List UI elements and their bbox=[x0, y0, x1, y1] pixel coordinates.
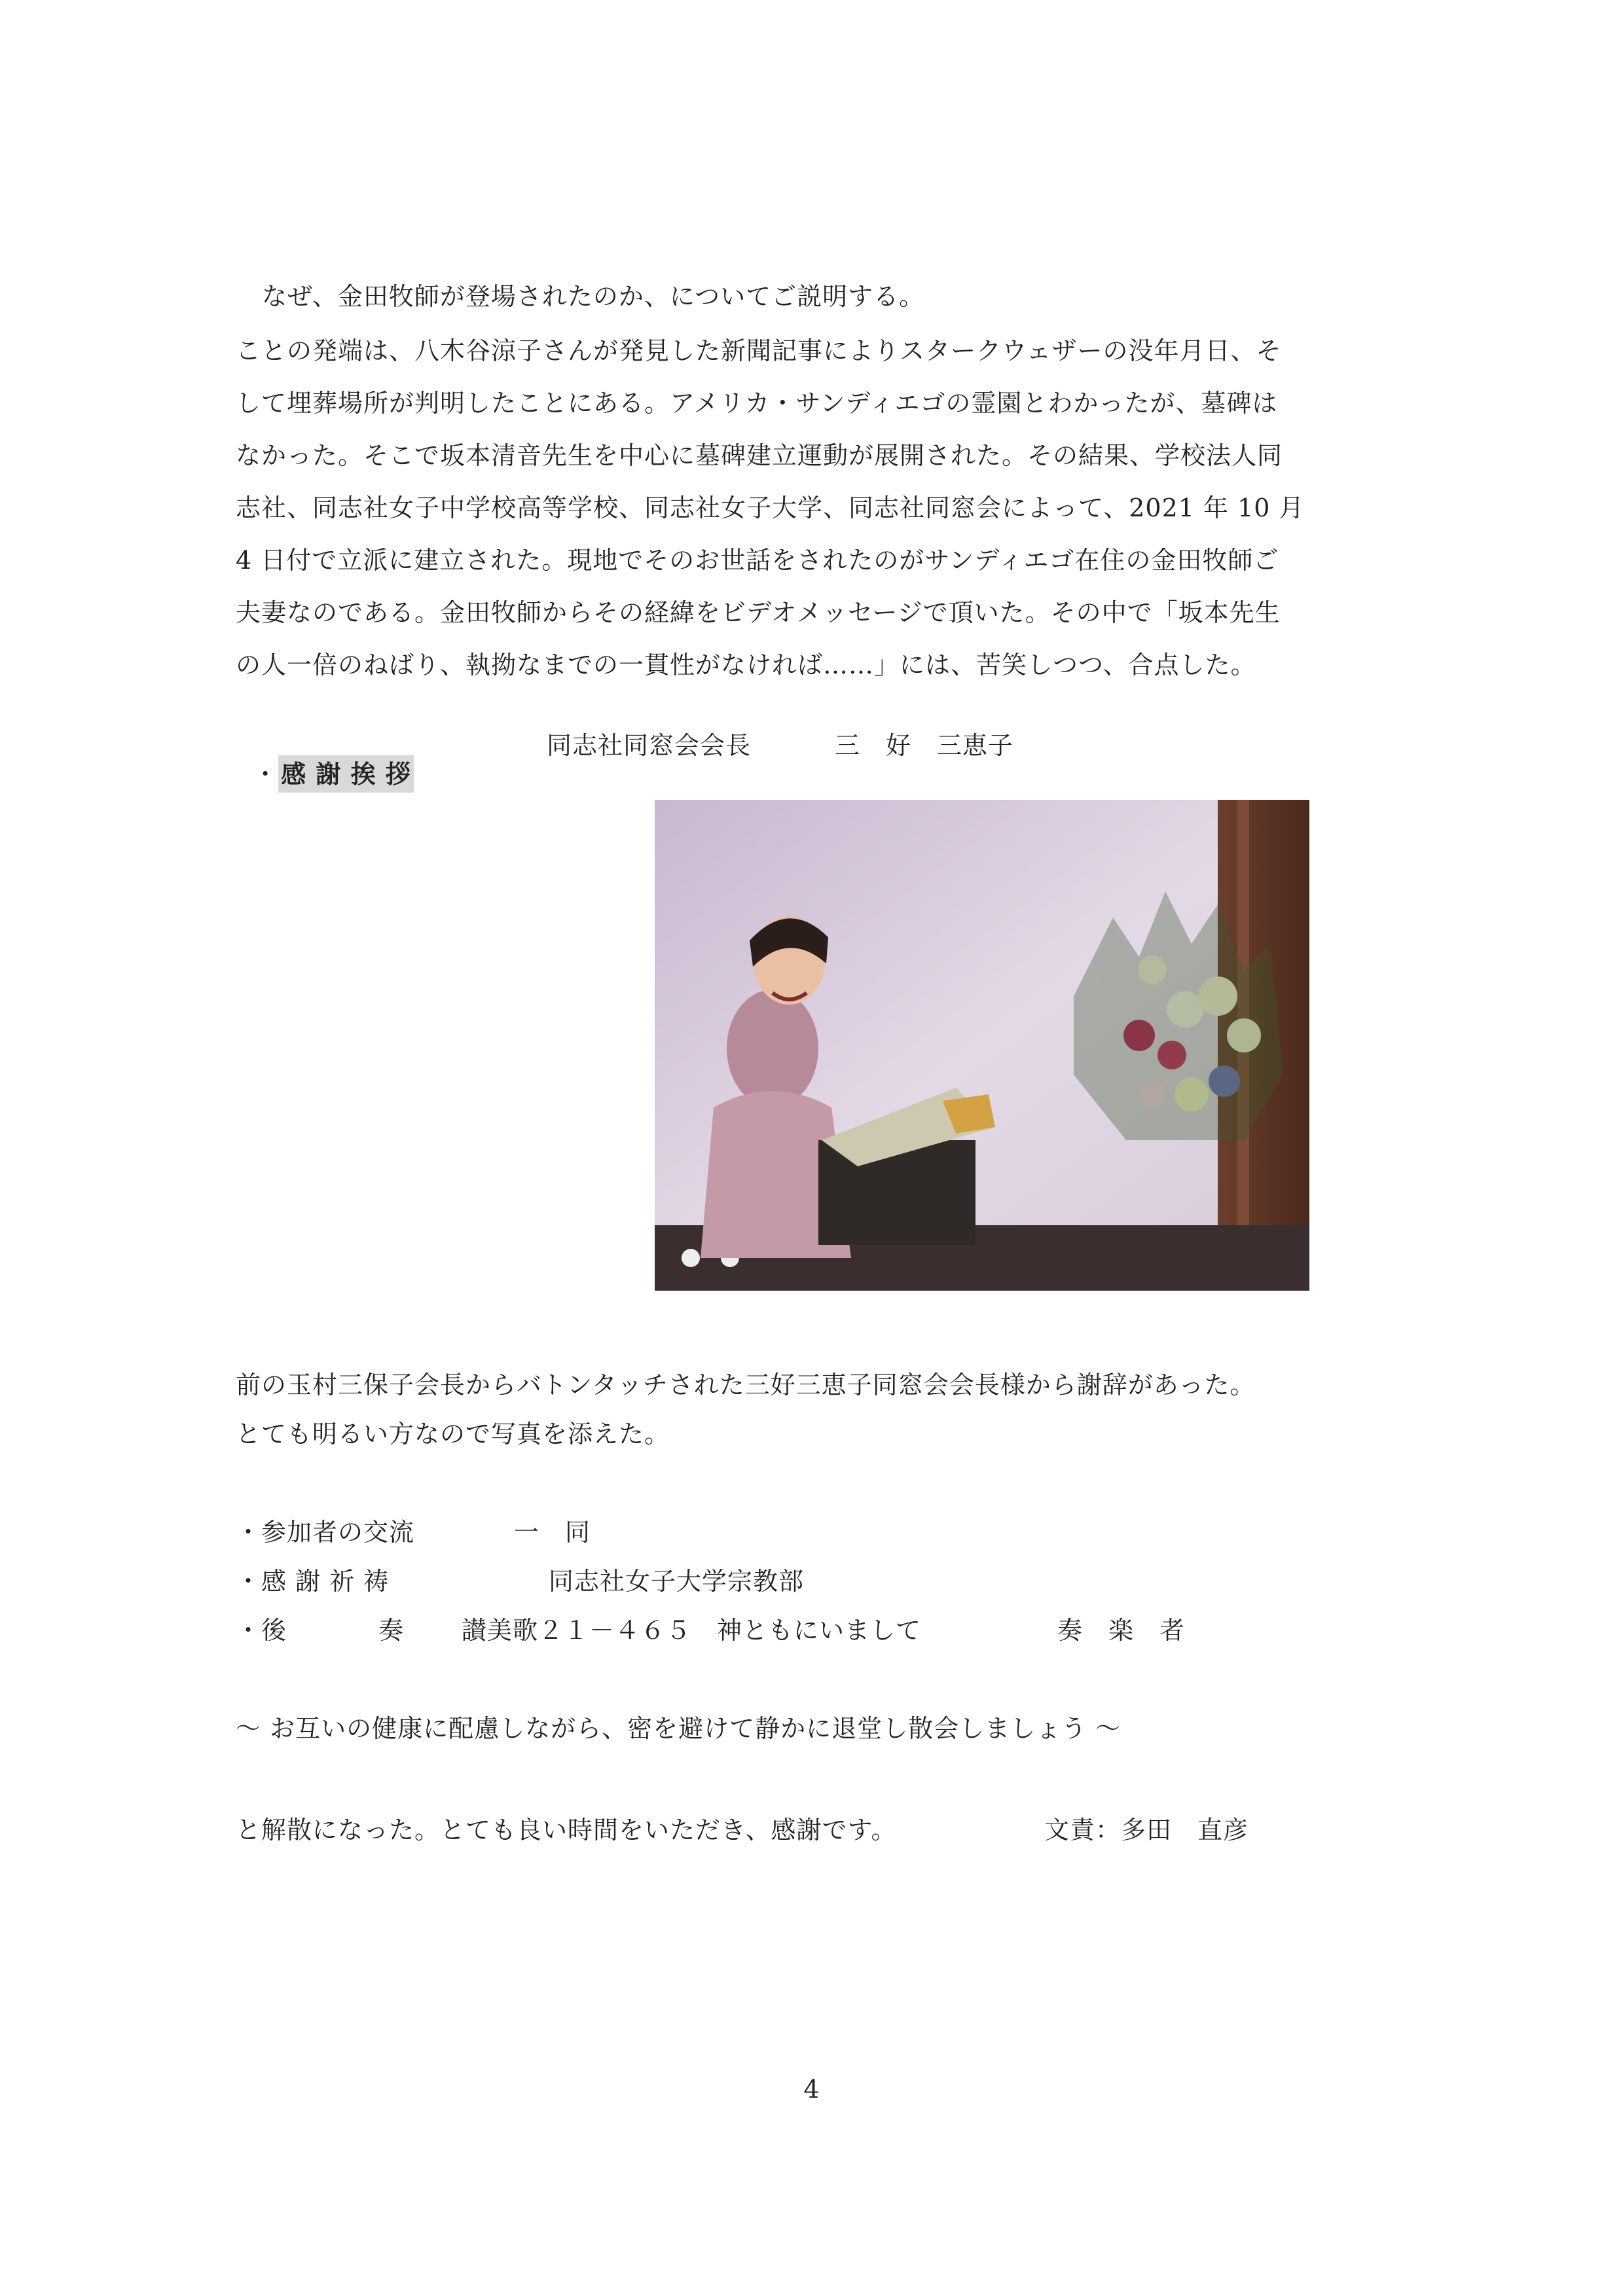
intro-paragraph-line-2: して埋葬場所が判明したことにある。アメリカ・サンディエゴの霊園とわかったが、墓碑は bbox=[236, 389, 1278, 418]
greeting-bullet: ・ bbox=[253, 760, 279, 789]
greeting-name: 三 好 三恵子 bbox=[835, 731, 1014, 760]
caption-line-1: 前の玉村三保子会長からバトンタッチされた三好三恵子同窓会会長様から謝辞があった。 bbox=[236, 1371, 1256, 1399]
program-item-label: ・感 謝 祈 祷 bbox=[236, 1567, 390, 1596]
program-item-value: 一 同 bbox=[514, 1518, 591, 1547]
caption-line-2: とても明るい方なので写真を添えた。 bbox=[236, 1420, 670, 1448]
final-text: と解散になった。とても良い時間をいただき、感謝です。 bbox=[236, 1816, 897, 1844]
program-item-value: 讃美歌２１－４６５ 神ともにいまして bbox=[462, 1616, 922, 1645]
program-item-value: 同志社女子大学宗教部 bbox=[549, 1567, 805, 1596]
intro-first-line: なぜ、金田牧師が登場されたのか、についてご説明する。 bbox=[262, 282, 925, 311]
speaker-photo bbox=[655, 800, 1309, 1291]
page-number: 4 bbox=[803, 2075, 820, 2104]
greeting-line bbox=[236, 725, 414, 790]
intro-paragraph-line-5: 4 日付で立派に建立された。現地でそのお世話をされたのがサンディエゴ在住の金田牧師ご bbox=[236, 546, 1279, 575]
intro-paragraph-line-3: なかった。そこで坂本清音先生を中心に墓碑建立運動が展開された。その結果、学校法人同 bbox=[236, 441, 1283, 470]
greeting-label: 感 謝 挨 拶 bbox=[278, 755, 414, 793]
program-item-label: ・参加者の交流 bbox=[236, 1518, 415, 1547]
intro-paragraph-line-4: 志社、同志社女子中学校高等学校、同志社女子大学、同志社同窓会によって、2021 年 10 月 bbox=[236, 493, 1305, 522]
author-credit: 文責：多田 直彦 bbox=[1044, 1816, 1249, 1844]
program-item-label-2: 奏 bbox=[378, 1616, 405, 1645]
intro-paragraph-line-6: 夫妻なのである。金田牧師からその経緯をビデオメッセージで頂いた。その中で「坂本先生 bbox=[236, 598, 1281, 627]
closing-line: 〜 お互いの健康に配慮しながら、密を避けて静かに退堂し散会しましょう 〜 bbox=[236, 1714, 1122, 1743]
intro-paragraph-line-1: ことの発端は、八木谷涼子さんが発見した新聞記事によりスタークウェザーの没年月日、そ bbox=[236, 336, 1282, 365]
intro-paragraph-line-7: の人一倍のねばり、執拗なまでの一貫性がなければ……」には、苦笑しつつ、合点した。 bbox=[236, 651, 1256, 679]
program-item-extra: 奏 楽 者 bbox=[1057, 1616, 1186, 1645]
greeting-role: 同志社同窓会会長 bbox=[547, 731, 752, 760]
program-item-label: ・後 bbox=[236, 1616, 287, 1645]
